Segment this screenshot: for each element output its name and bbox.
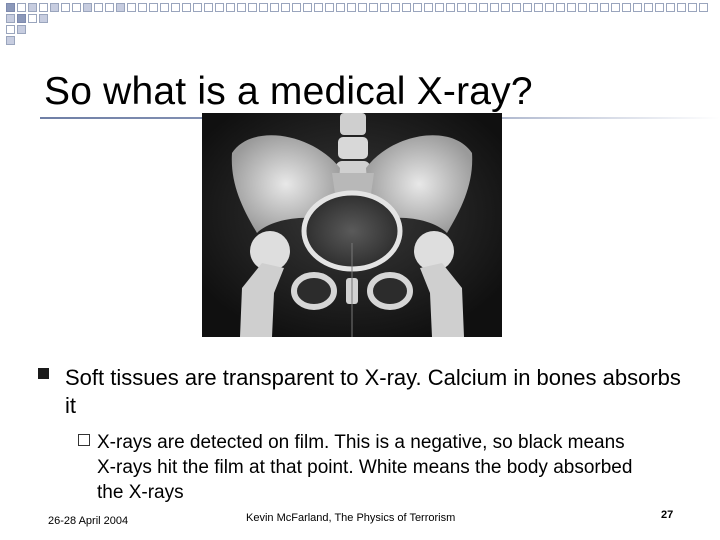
deco-square [61,3,70,12]
deco-square [160,3,169,12]
deco-square [512,3,521,12]
deco-square [17,3,26,12]
deco-square [545,3,554,12]
square-bullet-icon [38,368,49,379]
deco-square [666,3,675,12]
deco-square [127,3,136,12]
deco-square [292,3,301,12]
slide-title: So what is a medical X-ray? [44,70,533,113]
deco-square [237,3,246,12]
deco-square [688,3,697,12]
deco-square [556,3,565,12]
deco-square [699,3,708,12]
deco-square [534,3,543,12]
bullet-text: Soft tissues are transparent to X-ray. Calcium in bones absorbs it [65,365,681,418]
deco-square [314,3,323,12]
deco-square [50,3,59,12]
deco-square [94,3,103,12]
deco-square [6,25,15,34]
deco-square [325,3,334,12]
deco-square [17,25,26,34]
deco-square [677,3,686,12]
deco-square [468,3,477,12]
deco-square [446,3,455,12]
sub-bullet-text: X-rays are detected on film. This is a negative, so black means X-rays hit the film at that point. White means the body absorbed the X-rays [97,432,633,503]
deco-square [138,3,147,12]
deco-square [39,14,48,23]
deco-square [578,3,587,12]
footer-author-title: Kevin McFarland, The Physics of Terrorism [246,512,456,524]
deco-square [83,3,92,12]
deco-square [391,3,400,12]
deco-square [303,3,312,12]
deco-square [6,36,15,45]
deco-square [28,3,37,12]
deco-square [523,3,532,12]
deco-square [28,14,37,23]
deco-square [501,3,510,12]
deco-square [281,3,290,12]
deco-square [116,3,125,12]
deco-square [622,3,631,12]
deco-square [358,3,367,12]
deco-square [402,3,411,12]
deco-square [633,3,642,12]
deco-square [490,3,499,12]
deco-square [182,3,191,12]
deco-square [380,3,389,12]
deco-square [336,3,345,12]
deco-square [6,14,15,23]
deco-square [6,3,15,12]
deco-square [435,3,444,12]
footer-date: 26-28 April 2004 [48,515,129,527]
deco-square [347,3,356,12]
deco-square [589,3,598,12]
deco-square [567,3,576,12]
deco-square [611,3,620,12]
page-number: 27 [661,509,674,521]
deco-square [655,3,664,12]
deco-square [17,14,26,23]
deco-square [259,3,268,12]
pelvis-xray-image [202,113,502,337]
deco-square [424,3,433,12]
deco-square [72,3,81,12]
deco-square [105,3,114,12]
deco-square [457,3,466,12]
deco-square [226,3,235,12]
deco-square [600,3,609,12]
deco-square [204,3,213,12]
deco-square [369,3,378,12]
corner-decoration [0,0,720,40]
hollow-square-bullet-icon [78,434,90,446]
deco-square [644,3,653,12]
deco-square [413,3,422,12]
deco-square [193,3,202,12]
deco-square [270,3,279,12]
deco-square [149,3,158,12]
deco-square [248,3,257,12]
deco-square [479,3,488,12]
deco-square [171,3,180,12]
deco-square [215,3,224,12]
deco-square [39,3,48,12]
